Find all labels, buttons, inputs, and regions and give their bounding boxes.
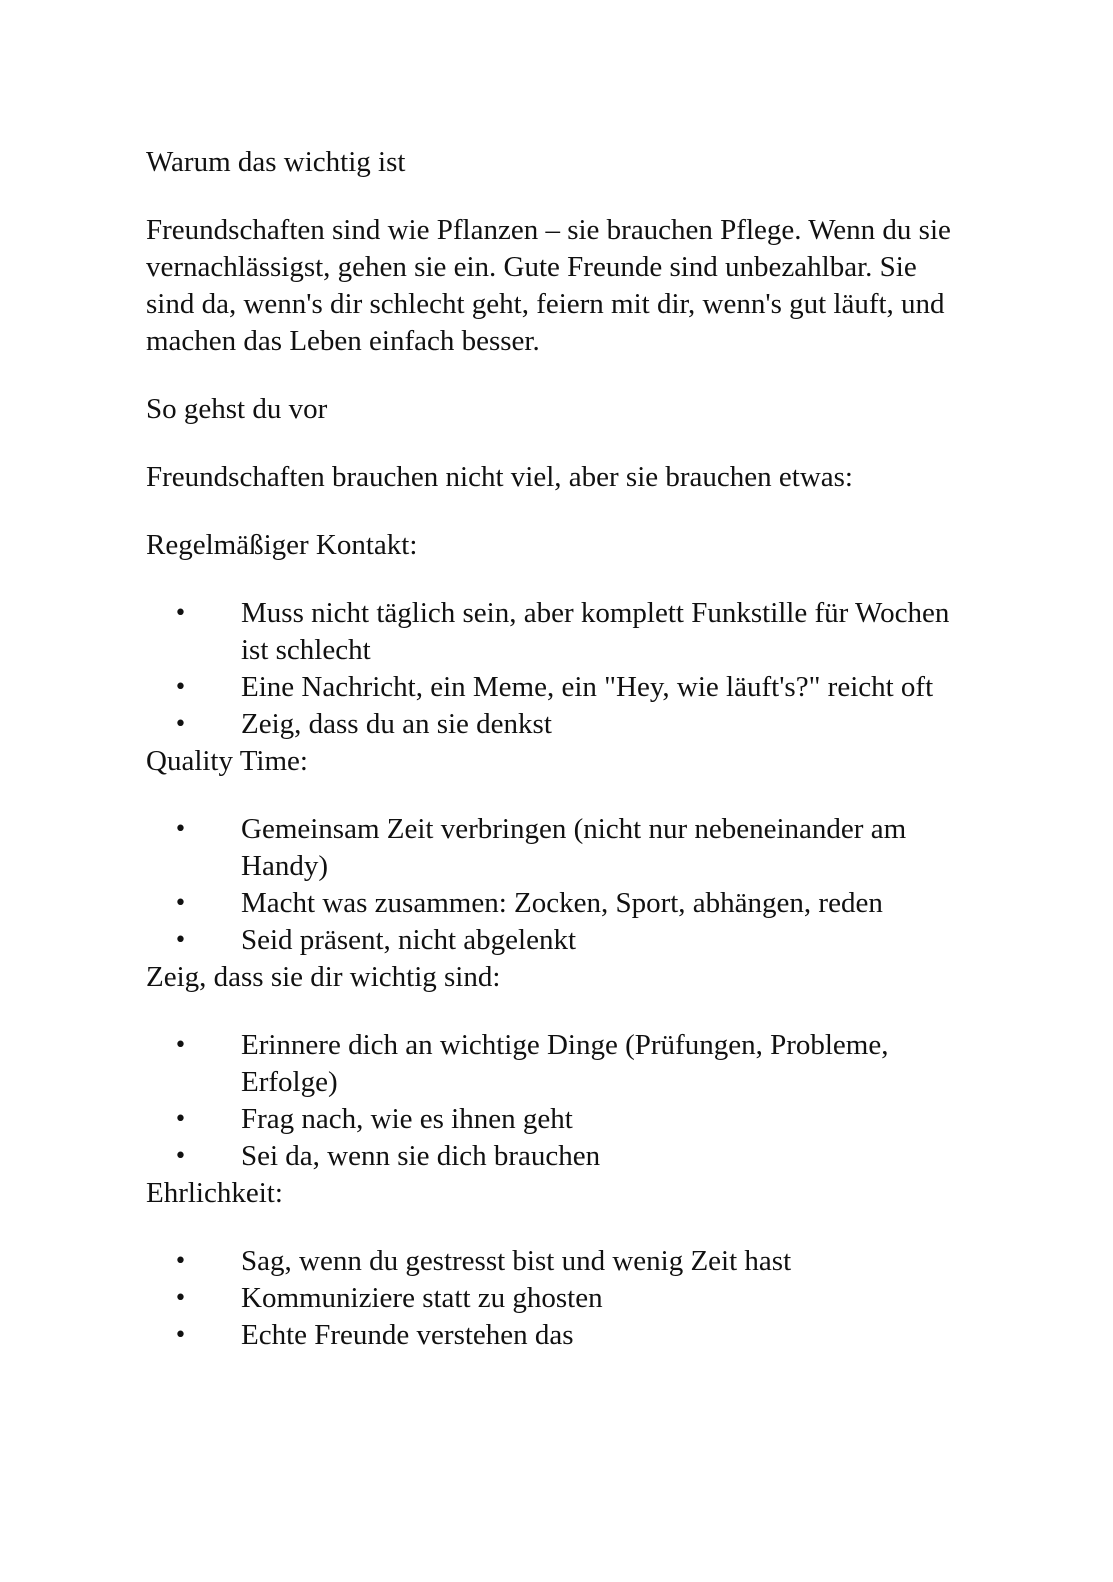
list-item [146,595,961,669]
section-label-honesty: Ehrlichkeit: [146,1177,283,1209]
bullet-list-show-importance [146,1027,966,1175]
lead-paragraph: Freundschaften brauchen nicht viel, aber sie brauchen etwas: [146,461,853,493]
list-item-text: Gemeinsam Zeit verbringen (nicht nur nebeneinander am Handy) [241,813,907,882]
section-label-quality-time: Quality Time: [146,745,308,777]
bullet-icon: • [174,675,187,700]
bullet-list-regular-contact [146,595,966,743]
section-label-show-importance: Zeig, dass sie dir wichtig sind: [146,961,501,993]
list-item [146,1317,961,1354]
heading-how-to: So gehst du vor [146,393,328,425]
bullet-icon: • [174,817,187,842]
bullet-icon: • [174,1144,187,1169]
bullet-icon: • [174,1033,187,1058]
section-label-regular-contact: Regelmäßiger Kontakt: [146,529,418,561]
bullet-icon: • [174,712,187,737]
list-item-text: Sag, wenn du gestresst bist und wenig Zeit hast [241,1245,792,1277]
bullet-icon: • [174,1249,187,1274]
list-item-text: Frag nach, wie es ihnen geht [241,1103,573,1135]
list-item [146,1243,961,1280]
list-item [146,1280,961,1317]
list-item [146,1138,961,1175]
bullet-list-honesty [146,1243,966,1354]
list-item [146,811,961,885]
list-item [146,1027,961,1101]
bullet-icon: • [174,1286,187,1311]
list-item [146,1101,961,1138]
list-item-text: Erinnere dich an wichtige Dinge (Prüfungen, Probleme, Erfolge) [241,1029,889,1098]
bullet-list-quality-time [146,811,966,959]
heading-why-important: Warum das wichtig ist [146,146,406,178]
list-item-text: Sei da, wenn sie dich brauchen [241,1140,601,1172]
list-item-text: Eine Nachricht, ein Meme, ein "Hey, wie läuft's?" reicht oft [241,671,934,703]
bullet-icon: • [174,1107,187,1132]
intro-paragraph: Freundschaften sind wie Pflanzen – sie brauchen Pflege. Wenn du sie vernachlässigst, gehen sie ein. Gute Freunde sind unbezahlbar. Sie sind da, wenn's dir schlecht geht, feiern mit dir, wenn's gut läuft, und machen das Leben einfach besser. [146,214,951,357]
list-item [146,669,961,706]
list-item-text: Macht was zusammen: Zocken, Sport, abhängen, reden [241,887,883,919]
document-page [146,144,966,1354]
list-item-text: Muss nicht täglich sein, aber komplett Funkstille für Wochen ist schlecht [241,597,950,666]
bullet-icon: • [174,601,187,626]
bullet-icon: • [174,928,187,953]
list-item [146,922,961,959]
bullet-icon: • [174,1323,187,1348]
list-item-text: Seid präsent, nicht abgelenkt [241,924,577,956]
list-item-text: Zeig, dass du an sie denkst [241,708,552,740]
list-item-text: Kommuniziere statt zu ghosten [241,1282,603,1314]
list-item [146,885,961,922]
list-item-text: Echte Freunde verstehen das [241,1319,574,1351]
bullet-icon: • [174,891,187,916]
list-item [146,706,961,743]
